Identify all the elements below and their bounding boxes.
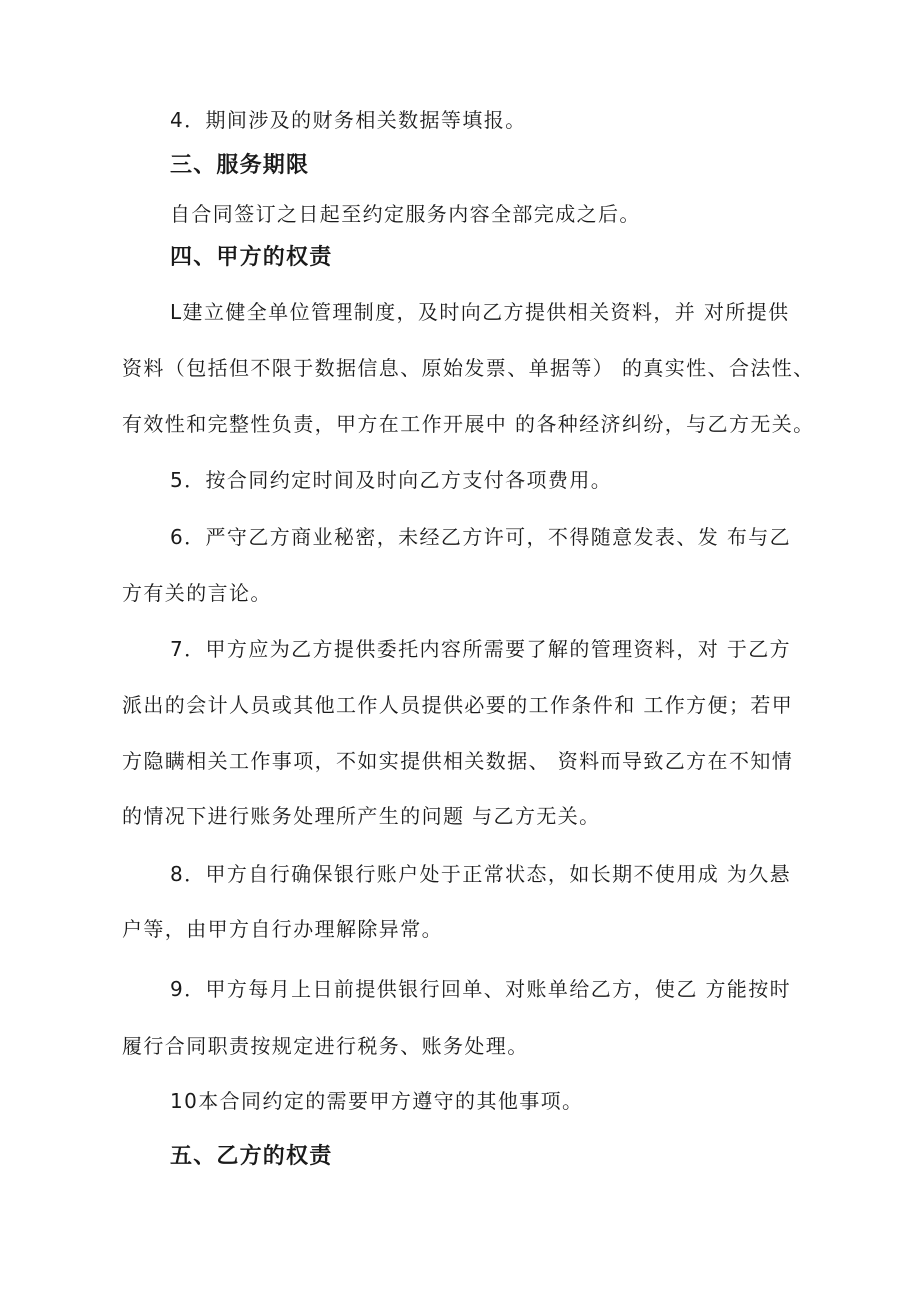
paragraph-item-8-line-1: 8．甲方自行确保银行账户处于正常状态，如长期不使用成 为久悬 [170,862,792,886]
paragraph-item-9-line-1: 9．甲方每月上日前提供银行回单、对账单给乙方，使乙 方能按时 [170,977,792,1001]
paragraph-item-4: 4．期间涉及的财务相关数据等填报。 [170,108,527,132]
paragraph-item-6-line-2: 方有关的言论。 [122,581,272,605]
paragraph-item-1-line-2: 资料（包括但不限于数据信息、原始发票、单据等） 的真实性、合法性、 [122,356,815,380]
paragraph-item-6-line-1: 6．严守乙方商业秘密，未经乙方许可，不得随意发表、发 布与乙 [170,525,792,549]
section-heading-service-term: 三、服务期限 [170,153,310,178]
section-heading-party-a-rights: 四、甲方的权责 [170,245,333,270]
paragraph-item-1-line-3: 有效性和完整性负责，甲方在工作开展中 的各种经济纠纷，与乙方无关。 [122,412,815,436]
paragraph-item-8-line-2: 户等，由甲方自行办理解除异常。 [122,917,443,941]
paragraph-item-7-line-1: 7．甲方应为乙方提供委托内容所需要了解的管理资料，对 于乙方 [170,637,792,661]
paragraph-item-9-line-2: 履行合同职责按规定进行税务、账务处理。 [122,1034,529,1058]
paragraph-item-7-line-4: 的情况下进行账务处理所产生的问题 与乙方无关。 [122,804,601,828]
paragraph-item-1-line-1: L建立健全单位管理制度，及时向乙方提供相关资料，并 对所提供 [170,300,790,324]
paragraph-service-term: 自合同签订之日起至约定服务内容全部完成之后。 [170,202,641,226]
paragraph-item-7-line-2: 派出的会计人员或其他工作人员提供必要的工作条件和 工作方便；若甲 [122,693,794,717]
section-heading-party-b-rights: 五、乙方的权责 [170,1144,333,1169]
paragraph-item-7-line-3: 方隐瞒相关工作事项，不如实提供相关数据、 资料而导致乙方在不知情 [122,749,794,773]
paragraph-item-10: 10本合同约定的需要甲方遵守的其他事项。 [170,1089,584,1113]
paragraph-item-5: 5．按合同约定时间及时向乙方支付各项费用。 [170,468,613,492]
